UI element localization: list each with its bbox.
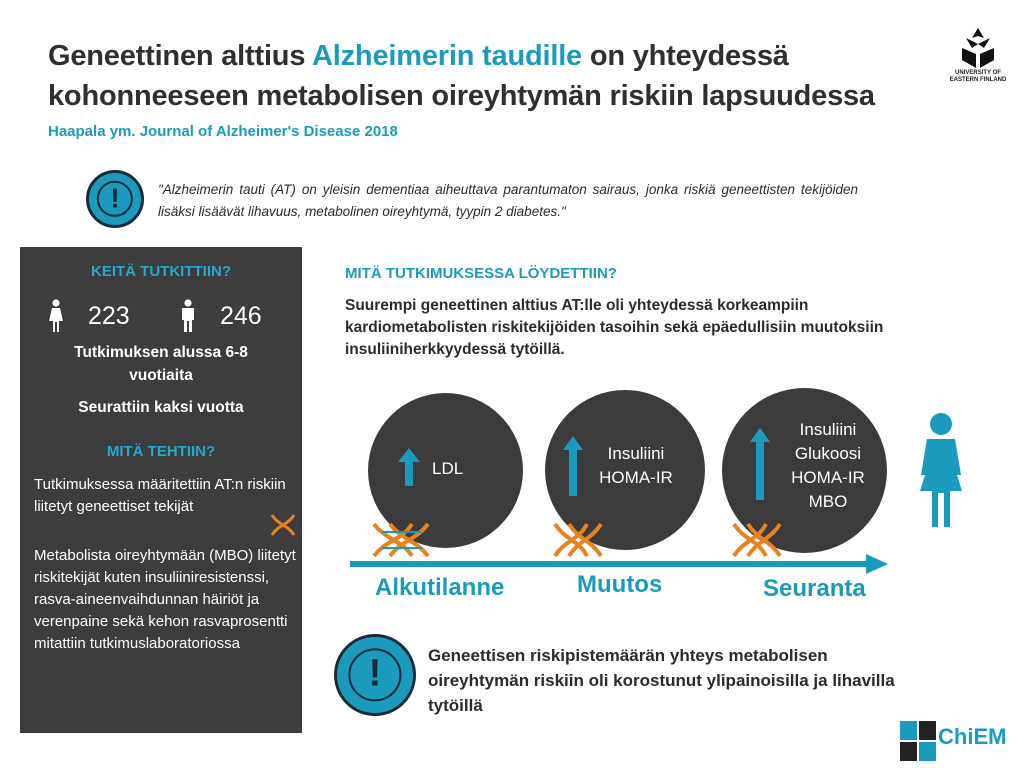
warning-icon: [334, 634, 416, 716]
warning-mark: !: [368, 652, 382, 695]
followup-label-2: HOMA-IR: [791, 468, 865, 487]
who-heading: KEITÄ TUTKITTIIN?: [91, 263, 231, 280]
study-info-panel: [20, 247, 302, 733]
chiem-logo-text: ChiEM: [938, 724, 1007, 749]
change-label-0: Insuliini: [607, 444, 665, 463]
boy-icon: [180, 299, 196, 333]
page-title: [48, 36, 948, 116]
followup-labels: [778, 418, 878, 514]
stage-followup: Seuranta: [763, 575, 866, 602]
methods-paragraph-1: Tutkimuksessa määritettiin AT:n riskiin liitetyt geneettiset tekijät: [34, 476, 286, 515]
girls-count: 223: [88, 302, 130, 330]
citation: Haapala ym. Journal of Alzheimer's Disease 2018: [48, 123, 398, 140]
intro-quote: "Alzheimerin tauti (AT) on yleisin dementiaa aiheuttava parantumaton sairaus, jonka riskiä geneettisten tekijöiden lisäksi lisäävät lihavuus, metabolinen oireyhtymä, tyypin 2 diabetes.": [158, 182, 858, 219]
dna-icon: [270, 513, 296, 537]
findings-text: Suurempi geneettinen alttius AT:lle oli yhteydessä korkeampiin kardiometabolisten riskitekijöiden tasoihin sekä epäedullisiin muutoksiin insuliiniherkkyydessä tytöillä.: [345, 297, 884, 358]
girl-icon: [48, 299, 64, 333]
findings-heading: MITÄ TUTKIMUKSESSA LÖYDETTIIN?: [345, 265, 617, 282]
university-logo-text: UNIVERSITY OF EASTERN FINLAND: [949, 70, 1007, 83]
arrow-up-icon: [398, 448, 420, 486]
warning-icon: [86, 170, 144, 228]
university-logo: [948, 26, 1008, 96]
stage-baseline: Alkutilanne: [375, 574, 505, 601]
title-part2: on yhteydessä kohonneeseen metabolisen oireyhtymän riskiin lapsuudessa: [48, 40, 875, 112]
title-part1: Geneettinen alttius: [48, 40, 313, 72]
chiem-logo: [900, 721, 1016, 761]
change-label-1: HOMA-IR: [599, 468, 673, 487]
university-emblem-icon: [948, 26, 1008, 70]
methods-paragraph-2: Metabolista oireyhtymään (MBO) liitetyt riskitekijät kuten insuliiniresistenssi, rasva-aineenvaihdunnan häiriöt ja verenpaine sekä kehon rasvaprosentti mitattiin tutkimuslaboratoriossa: [34, 547, 296, 652]
girl-figure-icon: [918, 413, 964, 528]
stage-change: Muutos: [577, 571, 663, 598]
chiem-mark-icon: [900, 721, 936, 761]
title-highlight: Alzheimerin taudille: [312, 40, 582, 72]
conclusion-text: Geneettisen riskipistemäärän yhteys metabolisen oireyhtymän riskiin oli korostunut ylipainoisilla ja lihavilla tytöillä: [428, 646, 895, 715]
followup-label-1: Glukoosi: [794, 444, 862, 463]
change-labels: [591, 442, 681, 490]
boys-count: 246: [220, 302, 262, 330]
age-text: Tutkimuksen alussa 6-8 vuotiaita: [74, 344, 248, 384]
arrow-up-icon: [563, 436, 583, 496]
arrow-up-icon: [750, 428, 770, 500]
followup-label-3: MBO: [808, 492, 848, 511]
baseline-label-0: LDL: [432, 459, 464, 478]
what-heading: MITÄ TEHTIIN?: [106, 443, 216, 460]
warning-mark: !: [110, 182, 120, 214]
followup-text: Seurattiin kaksi vuotta: [78, 399, 244, 416]
followup-label-0: Insuliini: [799, 420, 857, 439]
